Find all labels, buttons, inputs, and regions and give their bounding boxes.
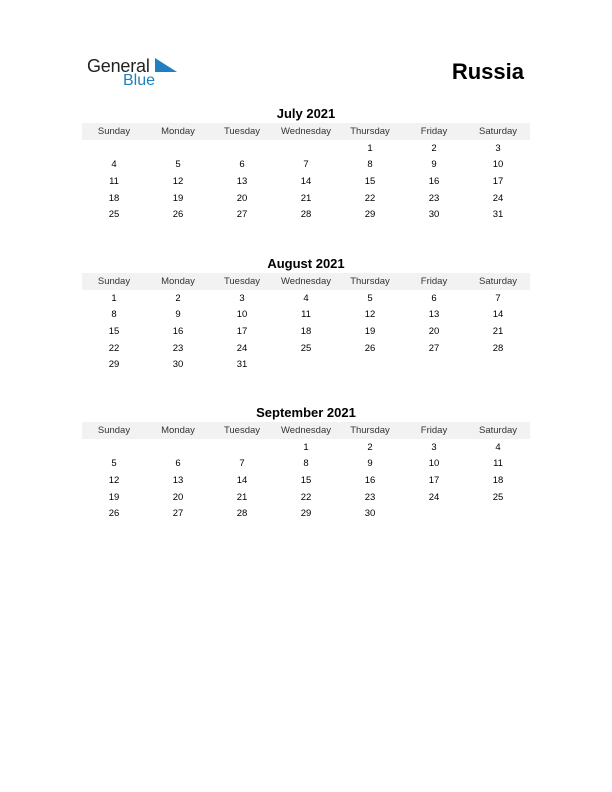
day-cell: 8 [367,159,373,171]
week-row [82,340,530,357]
month-calendar [82,404,530,522]
day-cell: 23 [172,342,184,354]
day-cell: 27 [236,209,248,221]
weekday-label: Thursday [350,425,390,436]
day-cell: 24 [236,342,248,354]
week-row [82,173,530,190]
weekday-label: Monday [161,126,195,137]
day-cell: 13 [428,309,440,321]
weekday-label: Tuesday [223,126,261,137]
day-cell: 20 [172,491,184,503]
day-cell: 20 [236,192,248,204]
week-row [82,157,530,174]
weekday-label: Tuesday [223,425,261,436]
day-cell: 11 [301,309,311,321]
day-cell: 10 [492,159,504,171]
day-cell: 9 [175,309,181,321]
day-cell: 15 [300,474,312,486]
logo-triangle-icon [155,58,177,72]
week-row [82,456,530,473]
week-row [82,307,530,324]
day-cell: 16 [428,175,440,187]
day-cell: 26 [364,342,376,354]
day-cell: 3 [239,292,245,304]
day-cell: 28 [492,342,504,354]
week-row [82,190,530,207]
week-row [82,489,530,506]
day-cell: 16 [172,325,184,337]
weekday-header-row [82,273,530,290]
week-row [82,323,530,340]
day-cell: 1 [111,292,117,304]
day-cell: 8 [303,458,309,470]
weekday-label: Sunday [97,126,131,137]
weekday-label: Friday [420,276,448,287]
day-cell: 14 [492,309,504,321]
day-cell: 14 [236,474,248,486]
weekday-label: Wednesday [281,425,331,436]
day-cell: 22 [108,342,120,354]
day-cell: 7 [495,292,501,304]
weekday-label: Sunday [97,276,131,287]
day-cell: 18 [300,325,312,337]
day-cell: 19 [364,325,376,337]
week-row [82,439,530,456]
day-cell: 19 [172,192,184,204]
week-row [82,290,530,307]
weekday-header-row [82,422,530,439]
day-cell: 18 [492,474,504,486]
day-cell: 2 [431,142,437,154]
day-cell: 25 [300,342,312,354]
day-cell: 30 [364,508,376,520]
week-row [82,505,530,522]
day-cell: 16 [364,474,376,486]
day-cell: 20 [428,325,440,337]
day-cell: 23 [364,491,376,503]
day-cell: 29 [364,209,376,221]
day-cell: 24 [492,192,504,204]
day-cell: 17 [492,175,504,187]
week-row [82,472,530,489]
day-cell: 5 [367,292,373,304]
day-cell: 10 [236,309,248,321]
day-cell: 17 [236,325,248,337]
week-row [82,356,530,373]
day-cell: 22 [364,192,376,204]
day-cell: 4 [111,159,117,171]
weekday-label: Monday [161,425,195,436]
weekday-label: Monday [161,276,195,287]
day-cell: 14 [300,175,312,187]
day-cell: 30 [172,359,184,371]
generalblue-logo [87,56,187,92]
day-cell: 15 [108,325,120,337]
day-cell: 11 [109,175,119,187]
day-cell: 6 [431,292,437,304]
day-cell: 13 [172,474,184,486]
weekday-label: Saturday [478,276,518,287]
day-cell: 10 [428,458,440,470]
day-cell: 3 [431,441,437,453]
day-cell: 7 [303,159,309,171]
day-cell: 6 [175,458,181,470]
day-cell: 25 [492,491,504,503]
day-cell: 30 [428,209,440,221]
day-cell: 31 [236,359,248,371]
day-cell: 27 [172,508,184,520]
day-cell: 15 [364,175,376,187]
day-cell: 26 [108,508,120,520]
day-cell: 22 [300,491,312,503]
day-cell: 12 [172,175,184,187]
month-title: August 2021 [267,256,345,271]
day-cell: 9 [431,159,437,171]
weekday-label: Sunday [97,425,131,436]
month-title: September 2021 [256,405,356,420]
day-cell: 13 [236,175,248,187]
country-title: Russia [451,59,524,84]
day-cell: 5 [175,159,181,171]
day-cell: 18 [108,192,120,204]
day-cell: 2 [367,441,373,453]
day-cell: 28 [236,508,248,520]
day-cell: 24 [428,491,440,503]
day-cell: 23 [428,192,440,204]
day-cell: 21 [492,325,504,337]
day-cell: 26 [172,209,184,221]
day-cell: 31 [492,209,504,221]
logo-general-text: General [87,56,150,76]
day-cell: 21 [300,192,312,204]
day-cell: 5 [111,458,117,470]
weekday-label: Tuesday [223,276,261,287]
weekday-label: Saturday [478,425,518,436]
day-cell: 9 [367,458,373,470]
day-cell: 8 [111,309,117,321]
day-cell: 25 [108,209,120,221]
day-cell: 11 [493,458,503,470]
month-calendar [82,255,530,373]
day-cell: 1 [367,142,373,154]
day-cell: 29 [108,359,120,371]
week-row [82,206,530,223]
weekday-label: Saturday [478,126,518,137]
day-cell: 29 [300,508,312,520]
day-cell: 2 [175,292,181,304]
weekday-label: Wednesday [281,276,331,287]
logo-blue-text: Blue [123,72,156,89]
day-cell: 12 [364,309,376,321]
weekday-label: Thursday [350,276,390,287]
weekday-label: Thursday [350,126,390,137]
day-cell: 17 [428,474,440,486]
weekday-label: Friday [420,425,448,436]
weekday-label: Wednesday [281,126,331,137]
week-row [82,140,530,157]
day-cell: 4 [303,292,309,304]
day-cell: 7 [239,458,245,470]
weekday-header-row [82,123,530,140]
month-calendar [82,105,530,223]
month-title: July 2021 [276,106,336,121]
day-cell: 1 [303,441,309,453]
day-cell: 12 [108,474,120,486]
day-cell: 6 [239,159,245,171]
day-cell: 21 [236,491,248,503]
weekday-label: Friday [420,126,448,137]
day-cell: 19 [108,491,120,503]
day-cell: 3 [495,142,501,154]
day-cell: 28 [300,209,312,221]
day-cell: 27 [428,342,440,354]
day-cell: 4 [495,441,501,453]
